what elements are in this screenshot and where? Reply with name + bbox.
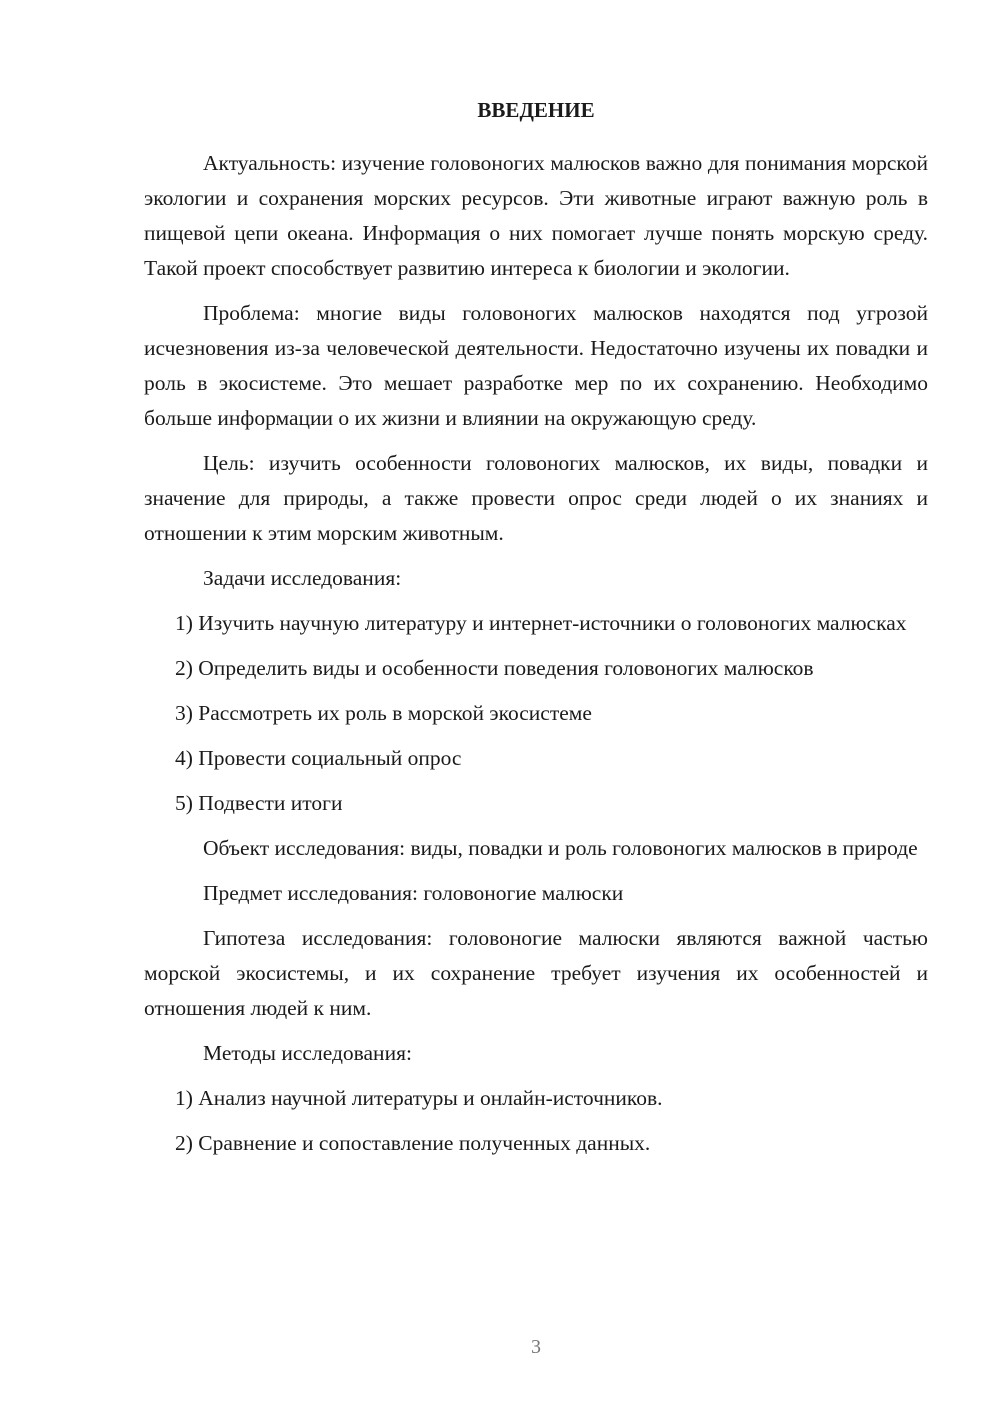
goal-paragraph: Цель: изучить особенности головоногих малюсков, их виды, повадки и значение для природы, а также провести опрос среди людей о их знаниях и отношении к этим морским животным. <box>144 451 928 545</box>
task-item: 3) Рассмотреть их роль в морской экосистеме <box>175 701 592 725</box>
task-item: 1) Изучить научную литературу и интернет-источники о головоногих малюсках <box>175 611 907 635</box>
task-item: 2) Определить виды и особенности поведения головоногих малюсков <box>175 656 814 680</box>
method-item: 2) Сравнение и сопоставление полученных данных. <box>175 1131 651 1155</box>
task-item: 4) Провести социальный опрос <box>175 746 462 770</box>
document-page <box>144 96 928 1171</box>
subject-paragraph: Предмет исследования: головоногие малюски <box>203 881 624 905</box>
page-number: 3 <box>531 1336 541 1358</box>
task-item: 5) Подвести итоги <box>175 791 343 815</box>
relevance-paragraph: Актуальность: изучение головоногих малюсков важно для понимания морской экологии и сохранения морских ресурсов. Эти животные играют важную роль в пищевой цепи океана. Информация о них помогает лучше понять морскую среду. Такой проект способствует развитию интереса к биологии и экологии. <box>144 151 928 280</box>
methods-heading: Методы исследования: <box>203 1041 412 1065</box>
method-item: 1) Анализ научной литературы и онлайн-источников. <box>175 1086 663 1110</box>
section-title: ВВЕДЕНИЕ <box>477 98 595 122</box>
tasks-heading: Задачи исследования: <box>203 566 402 590</box>
problem-paragraph: Проблема: многие виды головоногих малюсков находятся под угрозой исчезновения из-за человеческой деятельности. Недостаточно изучены их повадки и роль в экосистеме. Это мешает разработке мер по их сохранению. Необходимо больше информации о их жизни и влиянии на окружающую среду. <box>144 301 928 430</box>
hypothesis-paragraph: Гипотеза исследования: головоногие малюски являются важной частью морской экосистемы, и их сохранение требует изучения их особенностей и отношения людей к ним. <box>144 926 928 1020</box>
object-paragraph: Объект исследования: виды, повадки и роль головоногих малюсков в природе <box>203 836 918 860</box>
